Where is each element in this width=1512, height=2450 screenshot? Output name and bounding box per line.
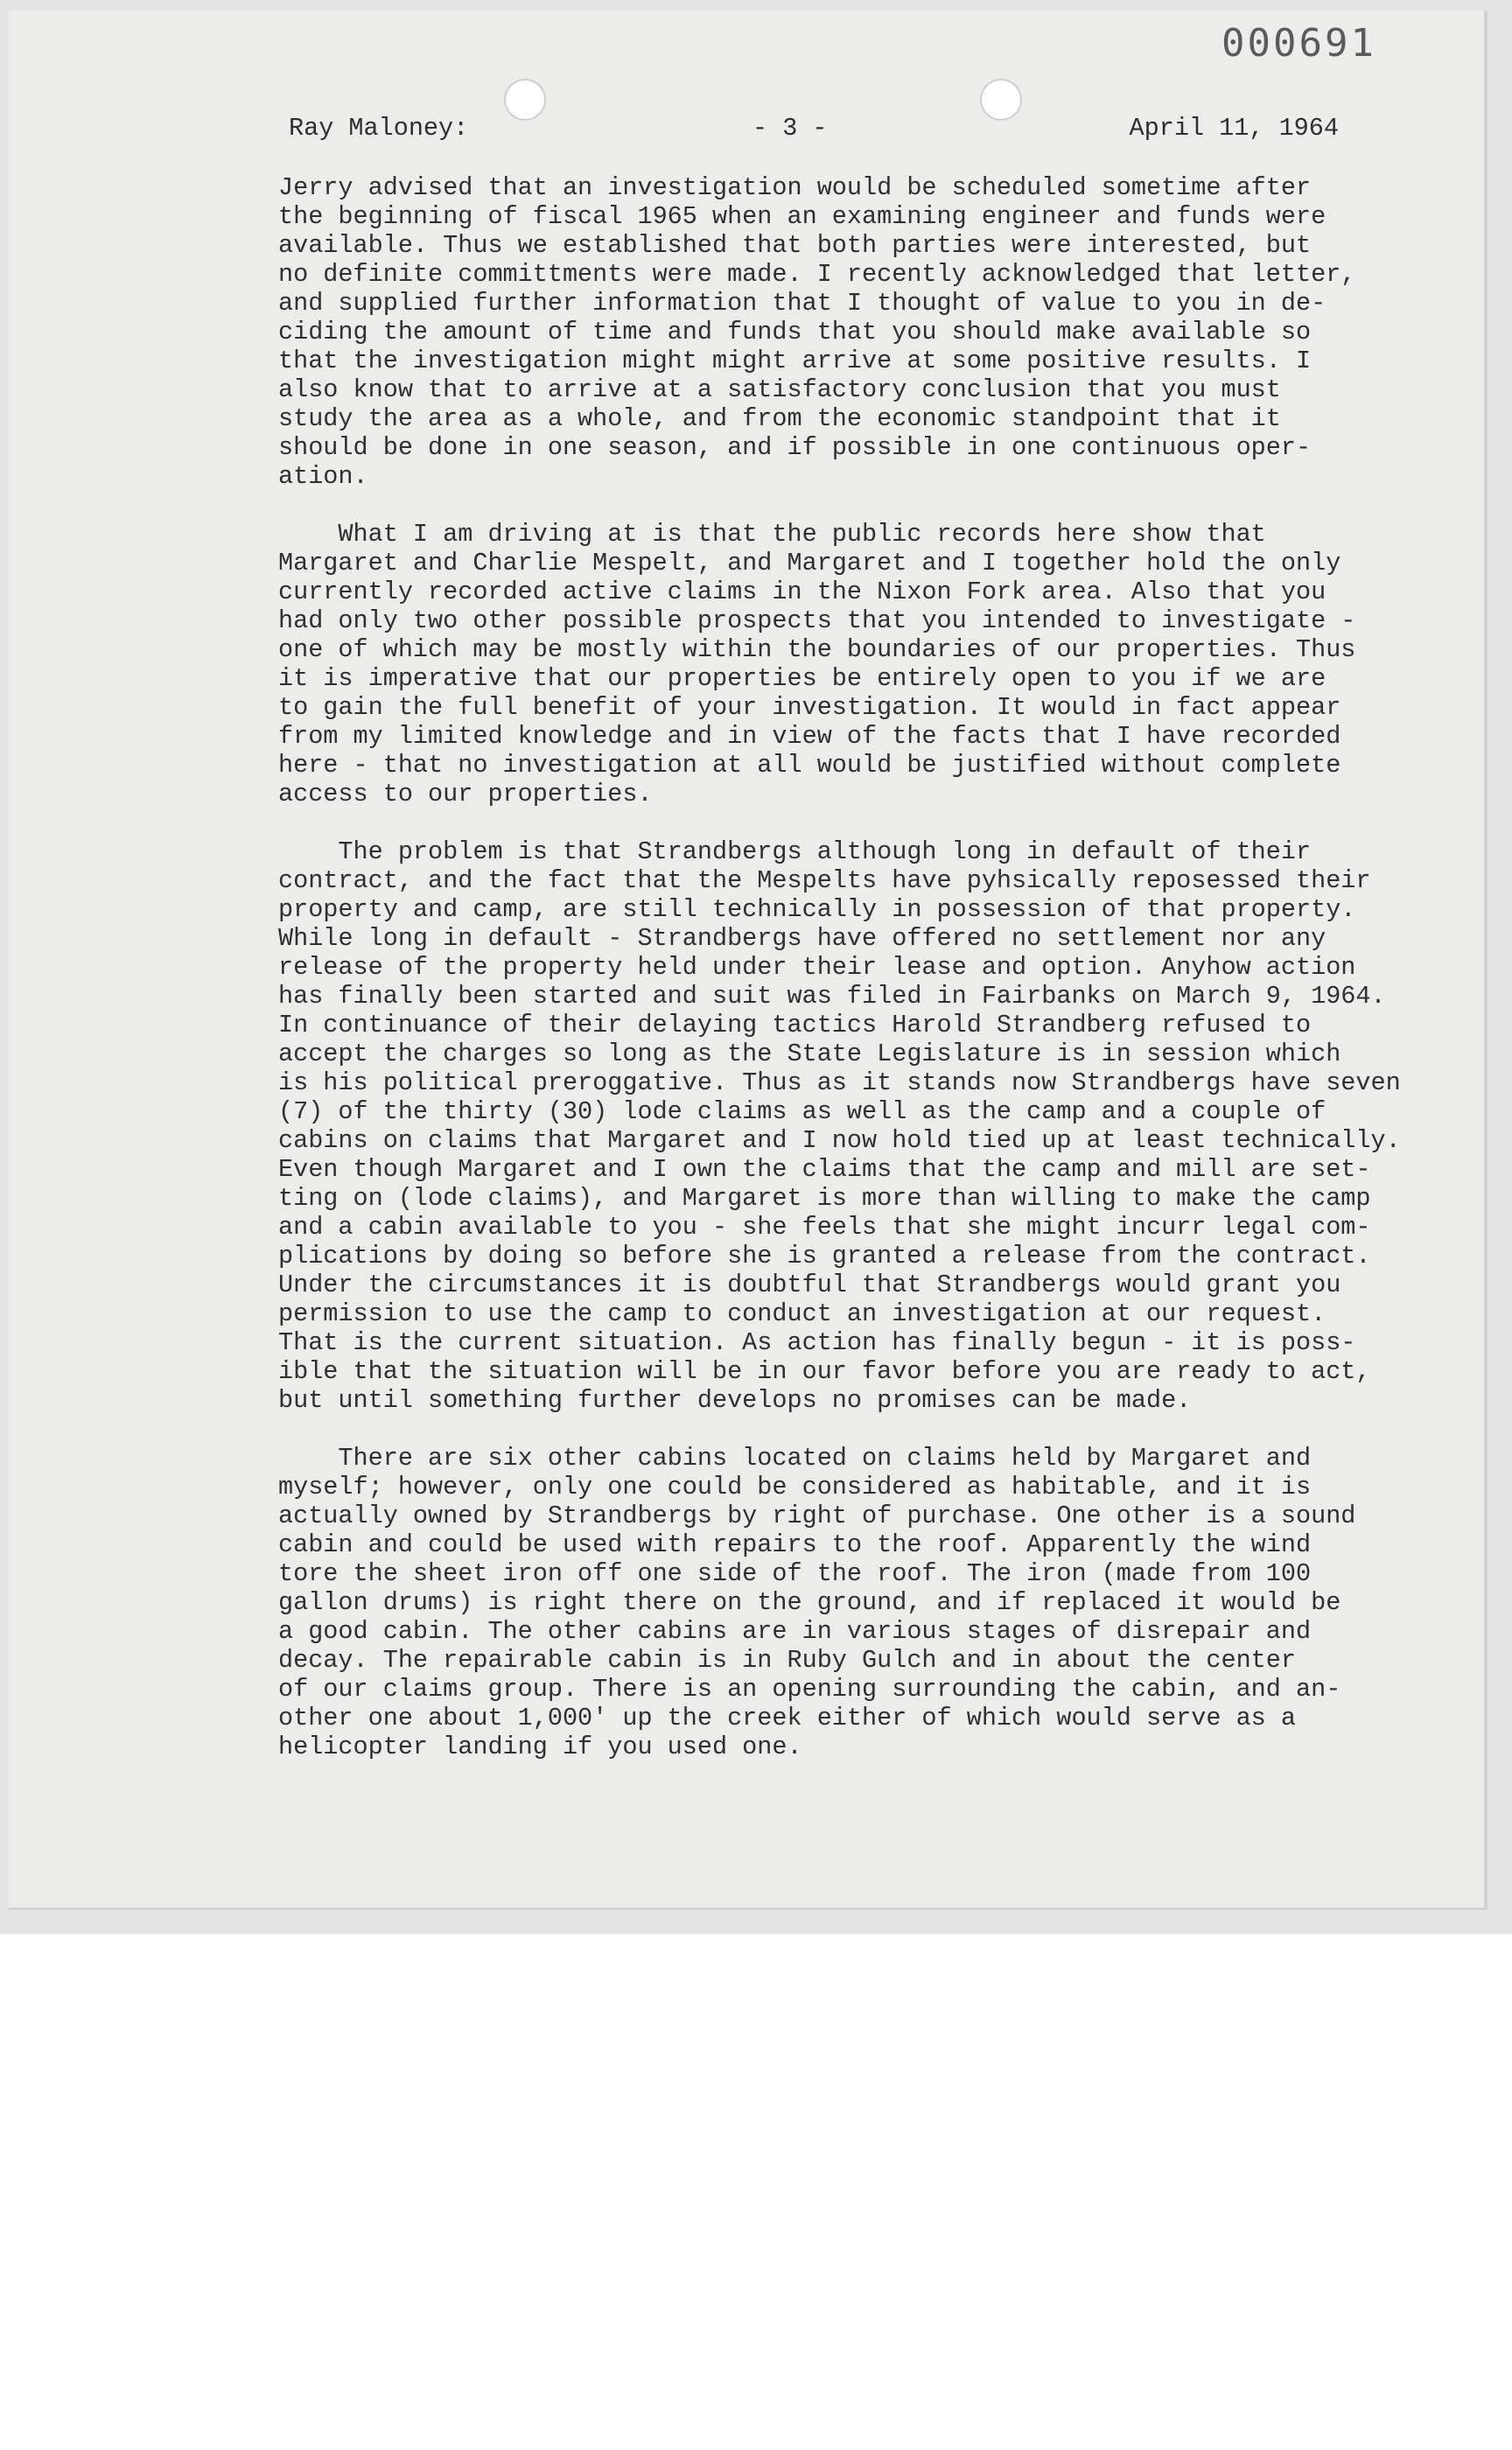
- text-line: While long in default - Strandbergs have offered no settlement nor any: [278, 924, 1326, 953]
- text-line: The problem is that Strandbergs although long in default of their: [278, 837, 1312, 866]
- paragraph-2: [278, 520, 1398, 808]
- header-recipient: Ray Maloney:: [289, 114, 469, 143]
- text-line: the beginning of fiscal 1965 when an examining engineer and funds were: [278, 202, 1326, 231]
- text-line: ible that the situation will be in our favor before you are ready to act,: [278, 1357, 1371, 1386]
- text-line: available. Thus we established that both parties were interested, but: [278, 231, 1312, 260]
- text-line: helicopter landing if you used one.: [278, 1732, 802, 1761]
- text-line: has finally been started and suit was filed in Fairbanks on March 9, 1964.: [278, 982, 1386, 1011]
- text-line: myself; however, only one could be considered as habitable, and it is: [278, 1473, 1312, 1502]
- header-date: April 11, 1964: [1129, 114, 1339, 143]
- text-line: contract, and the fact that the Mespelts have pyhsically reposessed their: [278, 866, 1371, 895]
- header-page-number: - 3 -: [752, 114, 828, 143]
- text-line: accept the charges so long as the State Legislature is in session which: [278, 1040, 1341, 1068]
- text-line: permission to use the camp to conduct an investigation at our request.: [278, 1299, 1326, 1328]
- text-line: Even though Margaret and I own the claims that the camp and mill are set-: [278, 1155, 1371, 1184]
- text-line: (7) of the thirty (30) lode claims as well as the camp and a couple of: [278, 1097, 1326, 1126]
- text-line: ting on (lode claims), and Margaret is more than willing to make the camp: [278, 1184, 1371, 1213]
- text-line: it is imperative that our properties be entirely open to you if we are: [278, 664, 1326, 693]
- text-line: cabin and could be used with repairs to the roof. Apparently the wind: [278, 1530, 1312, 1559]
- text-line: tore the sheet iron off one side of the roof. The iron (made from 100: [278, 1559, 1312, 1588]
- text-line: That is the current situation. As action has finally begun - it is poss-: [278, 1328, 1356, 1357]
- text-line: Margaret and Charlie Mespelt, and Margaret and I together hold the only: [278, 549, 1341, 578]
- text-line: from my limited knowledge and in view of the facts that I have recorded: [278, 722, 1341, 751]
- text-line: one of which may be mostly within the boundaries of our properties. Thus: [278, 635, 1356, 664]
- paragraph-1: [278, 173, 1398, 491]
- text-line: is his political preroggative. Thus as it stands now Strandbergs have seven: [278, 1068, 1401, 1097]
- text-line: There are six other cabins located on claims held by Margaret and: [278, 1444, 1312, 1473]
- text-line: gallon drums) is right there on the ground, and if replaced it would be: [278, 1588, 1341, 1617]
- text-line: cabins on claims that Margaret and I now hold tied up at least technically.: [278, 1126, 1401, 1155]
- text-line: that the investigation might might arrive at some positive results. I: [278, 346, 1312, 375]
- text-line: also know that to arrive at a satisfactory conclusion that you must: [278, 375, 1281, 404]
- text-line: a good cabin. The other cabins are in various stages of disrepair and: [278, 1617, 1312, 1646]
- text-line: currently recorded active claims in the Nixon Fork area. Also that you: [278, 578, 1326, 606]
- text-line: and supplied further information that I thought of value to you in de-: [278, 289, 1326, 318]
- text-line: had only two other possible prospects that you intended to investigate -: [278, 606, 1356, 635]
- paragraph-4: [278, 1444, 1398, 1761]
- text-line: plications by doing so before she is granted a release from the contract.: [278, 1242, 1371, 1270]
- text-line: and a cabin available to you - she feels that she might incurr legal com-: [278, 1213, 1371, 1242]
- paragraph-3: [278, 837, 1401, 1415]
- text-line: study the area as a whole, and from the economic standpoint that it: [278, 404, 1281, 433]
- text-line: property and camp, are still technically in possession of that property.: [278, 895, 1356, 924]
- document-number: 000691: [1222, 21, 1376, 66]
- text-line: of our claims group. There is an opening surrounding the cabin, and an-: [278, 1675, 1341, 1704]
- text-line: What I am driving at is that the public records here show that: [278, 520, 1266, 549]
- text-line: no definite committments were made. I recently acknowledged that letter,: [278, 260, 1356, 289]
- text-line: here - that no investigation at all would be justified without complete: [278, 751, 1341, 780]
- letter-header: [289, 114, 1339, 152]
- text-line: ation.: [278, 462, 368, 491]
- text-line: In continuance of their delaying tactics Harold Strandberg refused to: [278, 1011, 1312, 1040]
- text-line: actually owned by Strandbergs by right of purchase. One other is a sound: [278, 1502, 1356, 1530]
- text-line: to gain the full benefit of your investigation. It would in fact appear: [278, 693, 1341, 722]
- text-line: but until something further develops no promises can be made.: [278, 1386, 1192, 1415]
- text-line: other one about 1,000' up the creek either of which would serve as a: [278, 1704, 1296, 1732]
- text-line: Under the circumstances it is doubtful that Strandbergs would grant you: [278, 1270, 1341, 1299]
- text-line: ciding the amount of time and funds that you should make available so: [278, 318, 1312, 346]
- letter-body: [278, 173, 1401, 1790]
- text-line: should be done in one season, and if possible in one continuous oper-: [278, 433, 1312, 462]
- text-line: release of the property held under their lease and option. Anyhow action: [278, 953, 1356, 982]
- text-line: access to our properties.: [278, 780, 653, 808]
- text-line: decay. The repairable cabin is in Ruby Gulch and in about the center: [278, 1646, 1296, 1675]
- text-line: Jerry advised that an investigation would be scheduled sometime after: [278, 173, 1312, 202]
